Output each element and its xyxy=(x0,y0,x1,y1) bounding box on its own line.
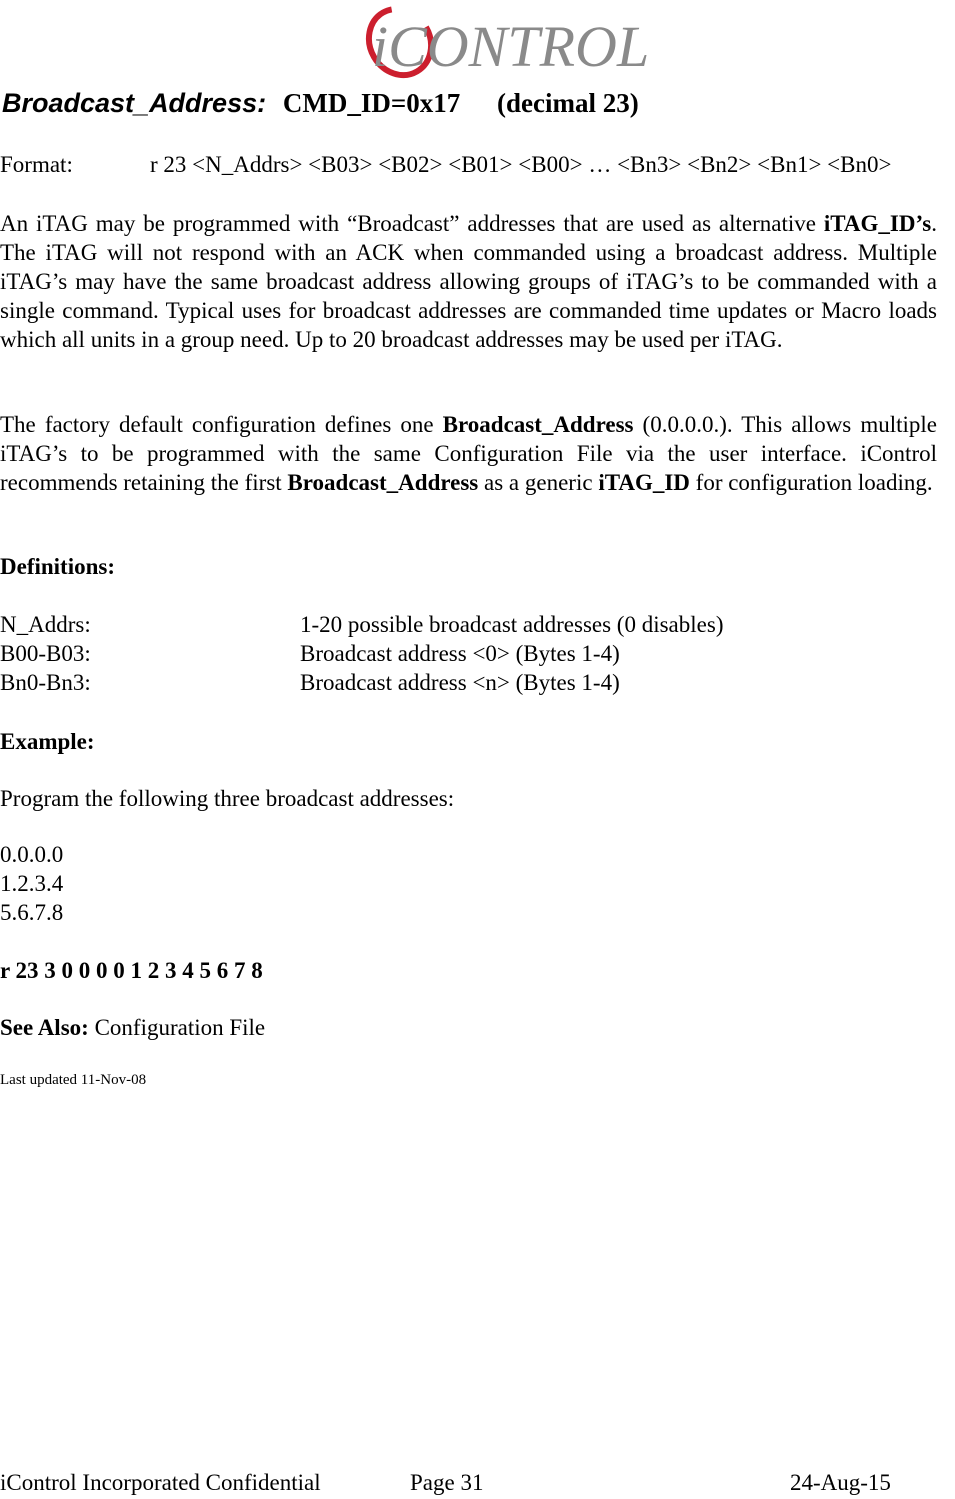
see-also-link: Configuration File xyxy=(88,1015,266,1040)
logo-text: iCONTROL xyxy=(372,14,650,79)
footer-page-number: Page 31 xyxy=(410,1470,484,1495)
definitions-heading: Definitions: xyxy=(0,554,115,579)
page-title: Broadcast_Address: CMD_ID=0x17 (decimal 23) xyxy=(2,88,639,118)
company-logo xyxy=(360,0,650,80)
title-name: Broadcast_Address xyxy=(2,88,258,118)
def-desc: Broadcast address <n> (Bytes 1-4) xyxy=(300,670,620,695)
see-also xyxy=(0,1015,265,1041)
cmd-decimal: (decimal 23) xyxy=(496,88,639,118)
example-intro: Program the following three broadcast addresses: xyxy=(0,786,455,811)
example-address: 0.0.0.0 xyxy=(0,842,64,867)
def-desc: 1-20 possible broadcast addresses (0 disables) xyxy=(300,612,724,637)
default-config-paragraph: The factory default configuration defines one Broadcast_Address (0.0.0.0.). This allows multiple iTAG’s to be programmed with the same Configuration File via the user interface. iControl recommends retaining the first Broadcast_Address as a generic iTAG_ID for configuration loading. xyxy=(0,412,937,495)
last-updated: Last updated 11-Nov-08 xyxy=(0,1072,147,1088)
footer-company: iControl Incorporated Confidential xyxy=(0,1470,321,1495)
footer-date: 24-Aug-15 xyxy=(790,1470,891,1495)
example-address: 5.6.7.8 xyxy=(0,900,64,925)
cmd-id: CMD_ID=0x17 xyxy=(282,88,461,118)
intro-paragraph: An iTAG may be programmed with “Broadcast” addresses that are used as alternative iTAG_ID’s. The iTAG will not respond with an ACK when commanded using a broadcast address. Multiple iTAG’s may have the same broadcast address allowing groups of iTAG’s to be commanded with a single command. Typical uses for broadcast addresses are commanded time updates or Macro loads which all units in a group need. Up to 20 broadcast addresses may be used per iTAG. xyxy=(0,211,937,352)
example-heading: Example: xyxy=(0,729,95,754)
format-label: Format: xyxy=(0,152,73,177)
format-value: r 23 <N_Addrs> <B03> <B02> <B01> <B00> … <Bn3> <Bn2> <Bn1> <Bn0> xyxy=(150,152,892,177)
def-term: Bn0-Bn3: xyxy=(0,670,91,695)
example-command: r 23 3 0 0 0 0 1 2 3 4 5 6 7 8 xyxy=(0,958,263,983)
def-desc: Broadcast address <0> (Bytes 1-4) xyxy=(300,641,620,666)
def-term: B00-B03: xyxy=(0,641,91,666)
def-term: N_Addrs: xyxy=(0,612,91,637)
example-address: 1.2.3.4 xyxy=(0,871,64,896)
see-also-label: See Also: xyxy=(0,1015,89,1040)
